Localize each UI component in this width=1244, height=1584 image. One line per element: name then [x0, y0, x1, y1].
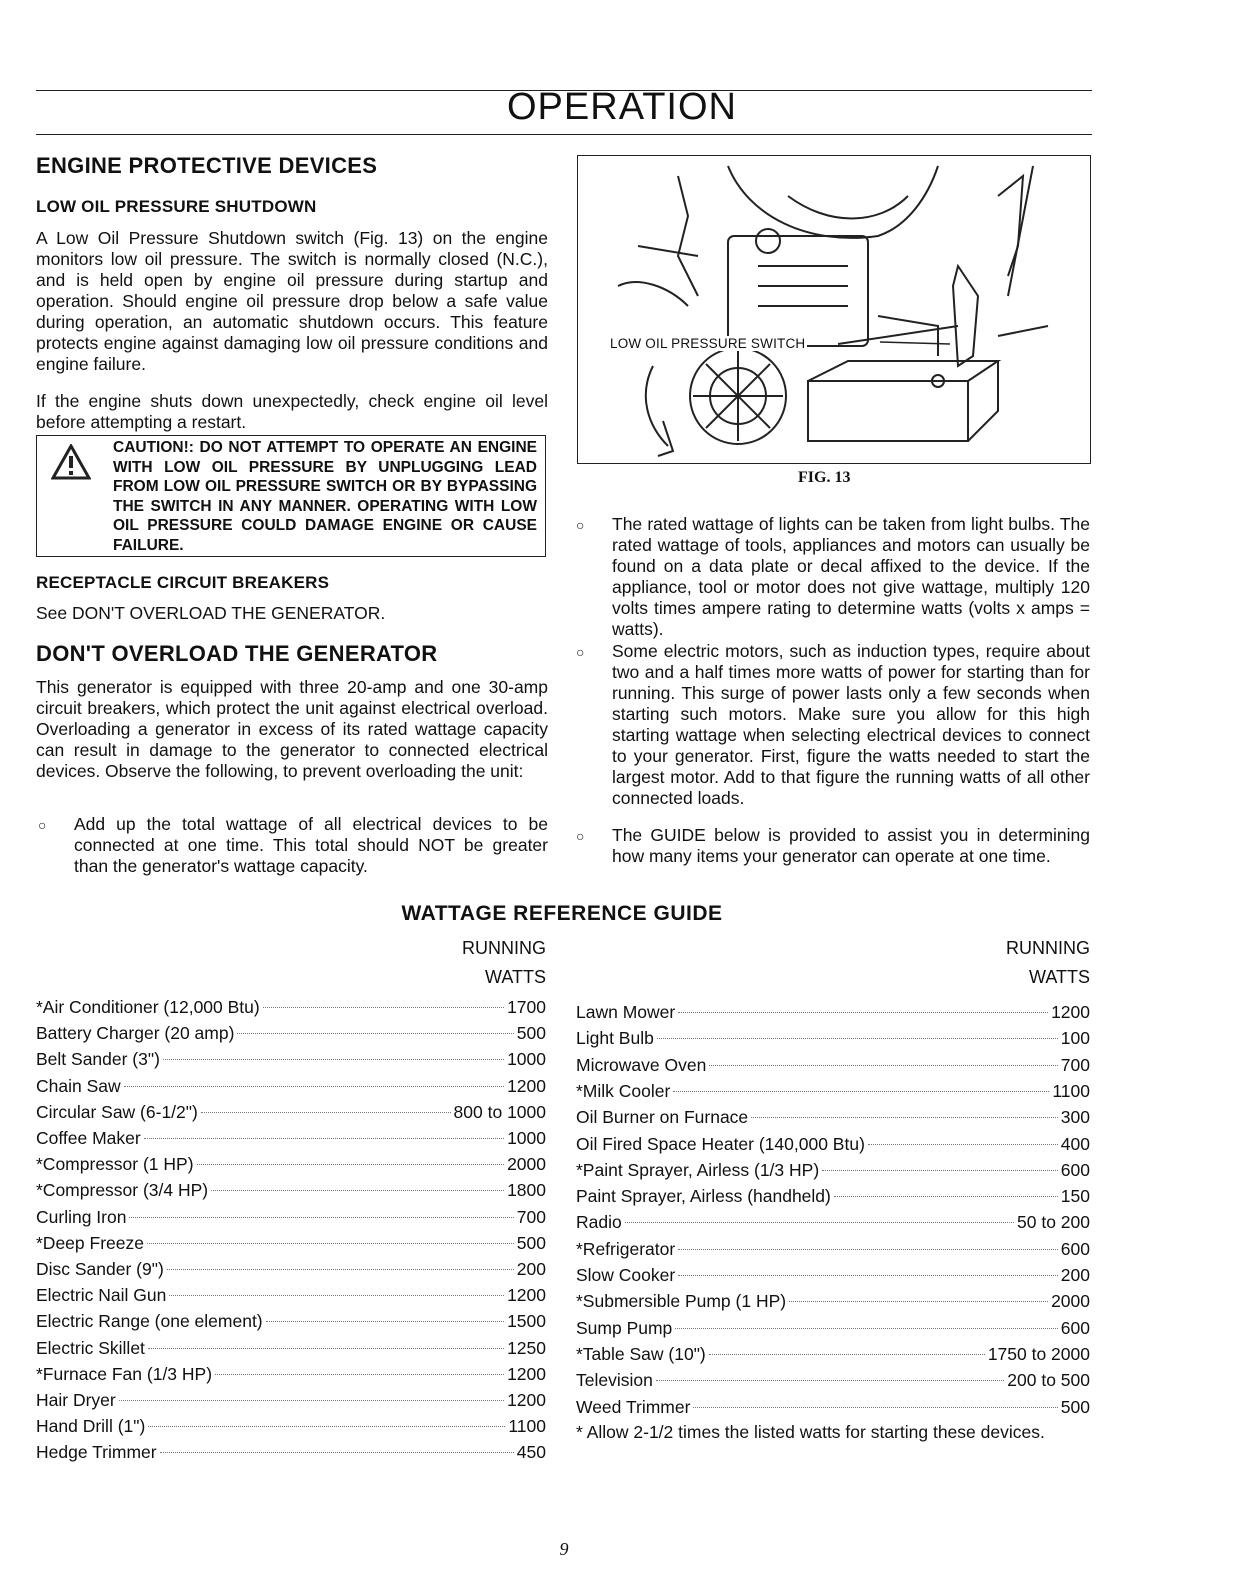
- figure-13-frame: [577, 155, 1091, 464]
- running-watts: 200: [516, 1259, 546, 1279]
- table-row: [576, 1315, 1090, 1341]
- running-watts: 1700: [507, 997, 546, 1017]
- running-watts: 50 to 200: [1017, 1212, 1090, 1233]
- bullet-electric-motors: Some electric motors, such as induction types, require about two and a half times more watts of power for starting than for running. This surge of power lasts only a few seconds when starting such motors. Make sure you allow for this high starting wattage when selecting electrical devices to connect to your generator. First, figure the watts needed to start the largest motor. Add to that figure the running watts of all other connected loads.: [612, 641, 1090, 808]
- running-watts: 600: [1060, 1159, 1090, 1180]
- running-watts: 1500: [507, 1311, 546, 1332]
- dot-leader: [263, 1007, 504, 1008]
- table-row: [576, 1104, 1090, 1130]
- bullet-marker-4: ○: [576, 828, 585, 844]
- heading-dont-overload: DON'T OVERLOAD THE GENERATOR: [36, 641, 438, 666]
- appliance-name: Hair Dryer: [36, 1390, 116, 1410]
- dot-leader: [147, 1243, 514, 1244]
- table-row: [36, 1046, 546, 1072]
- dot-leader: [169, 1295, 504, 1296]
- appliance-name: *Paint Sprayer, Airless (1/3 HP): [576, 1159, 820, 1180]
- dot-leader: [868, 1144, 1058, 1145]
- guide-footnote: * Allow 2-1/2 times the listed watts for starting these devices.: [576, 1422, 1045, 1442]
- dot-leader: [119, 1400, 504, 1401]
- appliance-name: Electric Skillet: [36, 1337, 145, 1358]
- table-row: [36, 1282, 546, 1308]
- dot-leader: [211, 1190, 504, 1191]
- table-row: [36, 1073, 546, 1099]
- appliance-name: Circular Saw (6-1/2"): [36, 1101, 198, 1122]
- running-watts: 700: [516, 1206, 546, 1227]
- running-watts: 1200: [507, 1285, 546, 1306]
- dot-leader: [709, 1354, 985, 1355]
- table-row: [576, 1131, 1090, 1157]
- dot-leader: [678, 1012, 1048, 1013]
- appliance-name: Light Bulb: [576, 1028, 654, 1049]
- dot-leader: [167, 1269, 514, 1270]
- running-watts: 200 to 500: [1007, 1370, 1090, 1391]
- dot-leader: [201, 1112, 451, 1113]
- running-watts: 700: [1060, 1054, 1090, 1075]
- running-watts: 450: [516, 1442, 546, 1463]
- table-row: [576, 1209, 1090, 1235]
- running-watts: 2000: [1051, 1291, 1090, 1312]
- left-header-watts: WATTS: [485, 967, 546, 987]
- bullet-guide: The GUIDE below is provided to assist you in determining how many items your generator can operate at one time.: [612, 825, 1090, 866]
- appliance-name: Electric Nail Gun: [36, 1285, 167, 1306]
- running-watts: 1000: [507, 1049, 546, 1070]
- table-row: [36, 1151, 546, 1177]
- running-watts: 500: [1060, 1396, 1090, 1417]
- dot-leader: [266, 1321, 504, 1322]
- table-row: [36, 1204, 546, 1230]
- figure-label-low-oil-switch: LOW OIL PRESSURE SWITCH: [610, 336, 806, 351]
- caution-box: [36, 435, 546, 557]
- running-watts: 1200: [507, 1363, 546, 1384]
- page-title: OPERATION: [507, 86, 737, 128]
- table-row: [576, 1394, 1090, 1420]
- appliance-name: *Submersible Pump (1 HP): [576, 1291, 787, 1312]
- dot-leader: [751, 1117, 1058, 1118]
- dot-leader: [148, 1348, 504, 1349]
- appliance-name: Oil Fired Space Heater (140,000 Btu): [576, 1133, 865, 1154]
- table-row: [576, 1183, 1090, 1209]
- appliance-name: Slow Cooker: [576, 1265, 676, 1285]
- appliance-name: Oil Burner on Furnace: [576, 1107, 749, 1128]
- dot-leader: [129, 1217, 513, 1218]
- table-row: [576, 1262, 1090, 1288]
- running-watts: 1100: [508, 1416, 546, 1437]
- appliance-name: *Furnace Fan (1/3 HP): [36, 1363, 213, 1384]
- appliance-name: Belt Sander (3"): [36, 1049, 160, 1070]
- table-row: [576, 1288, 1090, 1314]
- appliance-name: Paint Sprayer, Airless (handheld): [576, 1186, 831, 1207]
- dot-leader: [625, 1222, 1014, 1223]
- dot-leader: [148, 1426, 505, 1427]
- restart-paragraph: If the engine shuts down unexpectedly, check engine oil level before attempting a restart.: [36, 391, 548, 432]
- table-row: [36, 1387, 546, 1413]
- appliance-name: *Deep Freeze: [36, 1232, 144, 1253]
- dot-leader: [237, 1033, 513, 1034]
- bullet-marker-2: ○: [576, 517, 585, 533]
- figure-caption: FIG. 13: [798, 469, 851, 486]
- running-watts: 1200: [1051, 1002, 1090, 1022]
- dot-leader: [834, 1196, 1058, 1197]
- running-watts: 150: [1060, 1186, 1090, 1207]
- dot-leader: [678, 1275, 1058, 1276]
- left-header-running: RUNNING: [462, 938, 546, 958]
- left-column-header: [380, 934, 546, 992]
- table-row: [576, 1025, 1090, 1051]
- running-watts: 800 to 1000: [453, 1101, 546, 1122]
- low-oil-paragraph: A Low Oil Pressure Shutdown switch (Fig. 13) on the engine monitors low oil pressure. The switch is normally closed (N.C.), and is held open by engine oil pressure during startup and operation. Should engine oil pressure drop below a safe value during operation, an automatic shutdown occurs. This feature protects engine against damaging low oil pressure conditions and engine failure.: [36, 228, 548, 374]
- running-watts: 1200: [507, 1075, 546, 1096]
- right-header-running: RUNNING: [1006, 938, 1090, 958]
- dot-leader: [656, 1380, 1004, 1381]
- running-watts: 1250: [507, 1337, 546, 1358]
- receptacle-paragraph: See DON'T OVERLOAD THE GENERATOR.: [36, 603, 386, 623]
- appliance-name: Sump Pump: [576, 1317, 673, 1338]
- running-watts: 200: [1060, 1265, 1090, 1285]
- running-watts: 1200: [507, 1390, 546, 1410]
- appliance-name: Radio: [576, 1212, 622, 1233]
- dot-leader: [789, 1301, 1048, 1302]
- table-row: [36, 1177, 546, 1203]
- appliance-name: *Air Conditioner (12,000 Btu): [36, 997, 260, 1017]
- running-watts: 600: [1060, 1317, 1090, 1338]
- table-row: [576, 999, 1090, 1025]
- engine-oil-switch-illustration: [578, 156, 1090, 463]
- appliance-name: *Milk Cooler: [576, 1080, 671, 1101]
- table-row: [576, 1341, 1090, 1367]
- table-row: [36, 1099, 546, 1125]
- table-row: [36, 1361, 546, 1387]
- appliance-name: Electric Range (one element): [36, 1311, 263, 1332]
- table-row: [576, 1236, 1090, 1262]
- table-row: [36, 1230, 546, 1256]
- appliance-name: Disc Sander (9"): [36, 1259, 164, 1279]
- table-row: [36, 1308, 546, 1334]
- running-watts: 1800: [507, 1180, 546, 1201]
- subheading-low-oil-pressure: LOW OIL PRESSURE SHUTDOWN: [36, 197, 317, 216]
- dot-leader: [144, 1138, 504, 1139]
- caution-text: CAUTION!: DO NOT ATTEMPT TO OPERATE AN ENGINE WITH LOW OIL PRESSURE BY UNPLUGGING LEAD FROM LOW OIL PRESSURE SWITCH OR BY BYPASSING THE SWITCH IN ANY MANNER. OPERATING WITH LOW OIL PRESSURE COULD DAMAGE ENGINE OR CAUSE FAILURE.: [113, 439, 537, 554]
- subheading-receptacle-breakers: RECEPTACLE CIRCUIT BREAKERS: [36, 573, 330, 592]
- appliance-name: *Compressor (3/4 HP): [36, 1180, 209, 1201]
- appliance-name: Microwave Oven: [576, 1054, 707, 1075]
- dot-leader: [657, 1038, 1058, 1039]
- appliance-name: Lawn Mower: [576, 1002, 676, 1022]
- right-header-watts: WATTS: [1029, 967, 1090, 987]
- running-watts: 1000: [507, 1128, 546, 1148]
- bullet-marker-1: ○: [38, 817, 47, 833]
- table-row: [576, 1078, 1090, 1104]
- table-row: [36, 1125, 546, 1151]
- running-watts: 300: [1060, 1107, 1090, 1128]
- running-watts: 400: [1060, 1133, 1090, 1154]
- table-row: [36, 1439, 546, 1465]
- dot-leader: [160, 1452, 514, 1453]
- running-watts: 2000: [507, 1154, 546, 1175]
- appliance-name: Hand Drill (1"): [36, 1416, 146, 1437]
- bullet-total-wattage: Add up the total wattage of all electrical devices to be connected at one time. This total should NOT be greater than the generator's wattage capacity.: [74, 814, 548, 876]
- appliance-name: *Table Saw (10"): [576, 1343, 706, 1364]
- dot-leader: [822, 1170, 1058, 1171]
- appliance-name: *Compressor (1 HP): [36, 1154, 194, 1175]
- running-watts: 500: [516, 1232, 546, 1253]
- title-underline: [36, 134, 1092, 135]
- dot-leader: [163, 1059, 504, 1060]
- appliance-name: Weed Trimmer: [576, 1396, 691, 1417]
- appliance-name: Battery Charger (20 amp): [36, 1023, 235, 1044]
- dot-leader: [709, 1065, 1057, 1066]
- table-row: [576, 1157, 1090, 1183]
- appliance-name: Curling Iron: [36, 1206, 127, 1227]
- table-row: [576, 1367, 1090, 1393]
- appliance-name: Hedge Trimmer: [36, 1442, 157, 1463]
- appliance-name: *Refrigerator: [576, 1238, 676, 1259]
- warning-icon: [51, 444, 91, 480]
- running-watts: 600: [1060, 1238, 1090, 1259]
- page-number: 9: [559, 1539, 569, 1559]
- dot-leader: [215, 1374, 504, 1375]
- dot-leader: [197, 1164, 505, 1165]
- table-row: [36, 1413, 546, 1439]
- dot-leader: [678, 1249, 1058, 1250]
- table-row: [36, 1335, 546, 1361]
- running-watts: 1750 to 2000: [987, 1343, 1090, 1364]
- right-column-header: [924, 934, 1090, 992]
- table-row: [36, 1020, 546, 1046]
- running-watts: 1100: [1052, 1080, 1090, 1101]
- appliance-name: Coffee Maker: [36, 1128, 141, 1148]
- bullet-marker-3: ○: [576, 644, 585, 660]
- wattage-guide-title: WATTAGE REFERENCE GUIDE: [401, 902, 723, 925]
- heading-engine-protective-devices: ENGINE PROTECTIVE DEVICES: [36, 153, 378, 178]
- dot-leader: [124, 1086, 504, 1087]
- running-watts: 500: [516, 1023, 546, 1044]
- dot-leader: [675, 1328, 1058, 1329]
- bullet-rated-wattage: The rated wattage of lights can be taken from light bulbs. The rated wattage of tools, appliances and motors can usually be found on a data plate or decal affixed to the device. If the appliance, tool or motor does not give wattage, multiply 120 volts times ampere rating to determine watts (volts x amps = watts).: [612, 514, 1090, 639]
- running-watts: 100: [1060, 1028, 1090, 1049]
- appliance-name: Chain Saw: [36, 1075, 121, 1096]
- overload-paragraph: This generator is equipped with three 20-amp and one 30-amp circuit breakers, which protect the unit against electrical overload. Overloading a generator in excess of its rated wattage capacity can result in damage to the generator to connected electrical devices. Observe the following, to prevent overloading the unit:: [36, 677, 548, 781]
- dot-leader: [693, 1407, 1057, 1408]
- dot-leader: [673, 1091, 1049, 1092]
- appliance-name: Television: [576, 1370, 653, 1391]
- table-row: [36, 994, 546, 1020]
- table-row: [36, 1256, 546, 1282]
- table-row: [576, 1052, 1090, 1078]
